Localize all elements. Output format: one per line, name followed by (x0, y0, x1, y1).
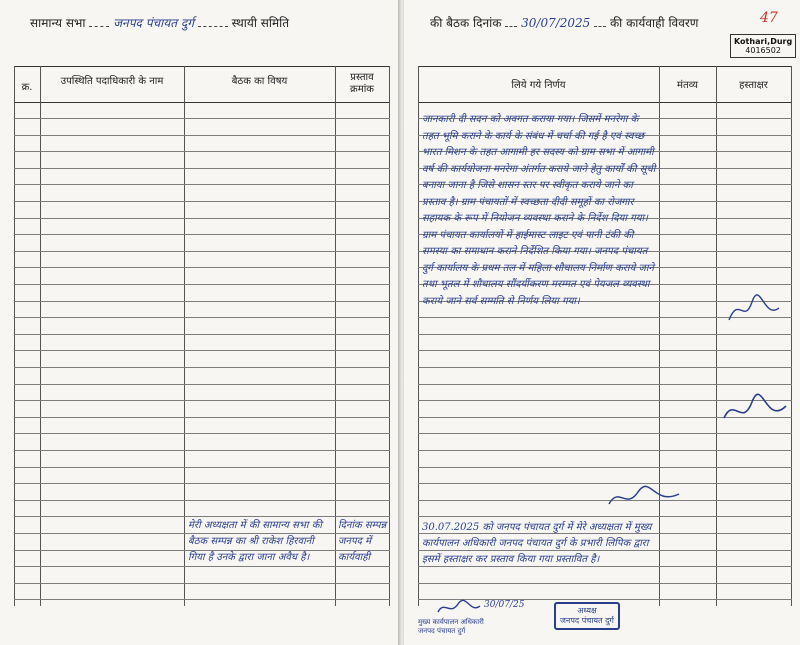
table-header-border (418, 102, 792, 103)
chairperson-seal (554, 602, 620, 630)
left-header-prefix: सामान्य सभा (30, 16, 86, 30)
ruled-line (14, 135, 390, 136)
ruled-line (14, 433, 390, 434)
col-divider (184, 66, 185, 606)
right-header-prefix: की बैठक दिनांक (430, 16, 502, 30)
proposal-handwritten-note: दिनांक सम्पन्न जनपद में कार्यवाही (338, 520, 387, 563)
signature-mark-2 (720, 392, 790, 432)
signature-mark-1 (724, 290, 784, 330)
officer-line1: मुख्य कार्यपालन अधिकारी (418, 618, 484, 626)
ruled-line (418, 334, 792, 335)
ruled-line (418, 516, 792, 517)
ruled-line (14, 267, 390, 268)
ruled-line (14, 467, 390, 468)
stamp-line1: Kothari,Durg (734, 37, 793, 46)
ruled-line (14, 118, 390, 119)
signature-date: 30/07/25 (484, 600, 525, 610)
col-divider (14, 66, 15, 606)
ruled-line (14, 450, 390, 451)
ruled-line (14, 168, 390, 169)
left-header-handwritten: जनपद पंचायत दुर्ग (113, 16, 194, 30)
officer-line2: जनपद पंचायत दुर्ग (418, 627, 466, 635)
col-subject-header: बैठक का विषय (231, 76, 288, 87)
ruled-line (14, 301, 390, 302)
table-header-border (14, 102, 390, 103)
right-header-suffix: की कार्यवाही विवरण (609, 16, 699, 30)
ruled-line (418, 450, 792, 451)
page-number: 47 (760, 10, 778, 26)
ruled-line (14, 284, 390, 285)
col-divider (659, 66, 660, 606)
officer-signature-mark (434, 598, 484, 616)
ruled-line (14, 251, 390, 252)
ruled-line (14, 317, 390, 318)
right-page (404, 0, 800, 645)
stamp-line2: 4016502 (745, 46, 781, 55)
right-header-date: 30/07/2025 (521, 16, 591, 30)
ruled-line (418, 583, 792, 584)
ruled-line (14, 500, 390, 501)
subject-handwritten-note: मेरी अध्यक्षता में की सामान्य सभा की बैठक सम्पन्न का श्री राकेश हिरवानी गिया है उनके द्वारा जाना अवैध है। (188, 520, 322, 563)
col-divider (791, 66, 792, 606)
col-decisions-header: लिये गये निर्णय (511, 80, 566, 91)
col-divider (716, 66, 717, 606)
seal-line1: अध्यक्ष (577, 606, 597, 615)
ruled-line (14, 350, 390, 351)
closing-handwritten-note: 30.07.2025 को जनपद पंचायत दुर्ग में मेरे अध्यक्षता में मुख्य कार्यपालन अधिकारी जनपद पंचायत दुर्ग के प्रभारी लिपिक द्वारा इसमें हस्ताक्षर कर प्रस्ताव किया गया प्रस्तावित है। (422, 522, 652, 565)
signature-mark-3 (604, 482, 684, 512)
ruled-line (418, 384, 792, 385)
left-header-suffix: स्थायी समिति (231, 16, 290, 30)
seal-line2: जनपद पंचायत दुर्ग (560, 616, 614, 625)
ruled-line (418, 367, 792, 368)
col-divider (335, 66, 336, 606)
table-top-border (14, 66, 390, 67)
ruled-line (14, 184, 390, 185)
col-divider (40, 66, 41, 606)
ruled-line (14, 151, 390, 152)
table-top-border (418, 66, 792, 67)
ruled-line (14, 483, 390, 484)
col-attendees-header: उपस्थिति पदाधिकारी के नाम (60, 76, 164, 87)
ruled-line (14, 566, 390, 567)
officer-designation (418, 618, 484, 636)
decision-handwritten-note: जानकारी दी सदन को अवगत कराया गया। जिसमें मनरेगा के तहत भूमि कराने के कार्य के संबंध में चर्चा की गई है एवं स्वच्छ भारत मिशन के तहत आगामी हर सदस्य को ग्राम सभा में आगामी वर्ष की कार्ययोजना मनरेगा अंतर्गत कराये जाने हेतु कार्यों की सूची बनाया जाना है जिसे शासन स्तर पर स्वीकृत कराये जाने का प्रस्ताव है। ग्राम पंचायतों में स्वच्छता दीदी समूहों का रोजगार सहायक के रूप में नियोजन व्यवस्था कराने के निर्देश दिया गया। ग्राम पंचायत कार्यालयों में हाईमास्ट लाइट एवं पानी टंकी की समस्या का समाधान कराने निर्देशित किया गया। जनपद पंचायत दुर्ग कार्यालय के प्रथम तल में महिला शौचालय निर्माण कराये जाने तथा भूतल में शौचालय सौंदर्यीकरण मरम्मत एवं पेयजल व्यवस्था कराये जाने सर्व सम्मति से निर्णय लिया गया। (422, 114, 656, 307)
col-signature-header: हस्ताक्षर (739, 80, 768, 91)
col-proposal-header: प्रस्ताव क्रमांक (350, 72, 374, 95)
left-header (30, 14, 289, 31)
ruled-line (14, 384, 390, 385)
ruled-line (14, 599, 390, 600)
ruled-line (14, 334, 390, 335)
ruled-line (418, 433, 792, 434)
col-divider (418, 66, 419, 606)
ruled-line (14, 417, 390, 418)
right-header (430, 14, 699, 31)
ruled-line (14, 201, 390, 202)
col-divider (389, 66, 390, 606)
col-serial-header: क्र. (21, 82, 33, 93)
ruled-line (14, 234, 390, 235)
ruled-line (14, 367, 390, 368)
col-opinion-header: मंतव्य (677, 80, 698, 91)
ruled-line (418, 350, 792, 351)
ruled-line (418, 467, 792, 468)
ruled-line (14, 583, 390, 584)
ruled-line (14, 400, 390, 401)
ruled-line (14, 218, 390, 219)
kothari-stamp (730, 34, 796, 58)
